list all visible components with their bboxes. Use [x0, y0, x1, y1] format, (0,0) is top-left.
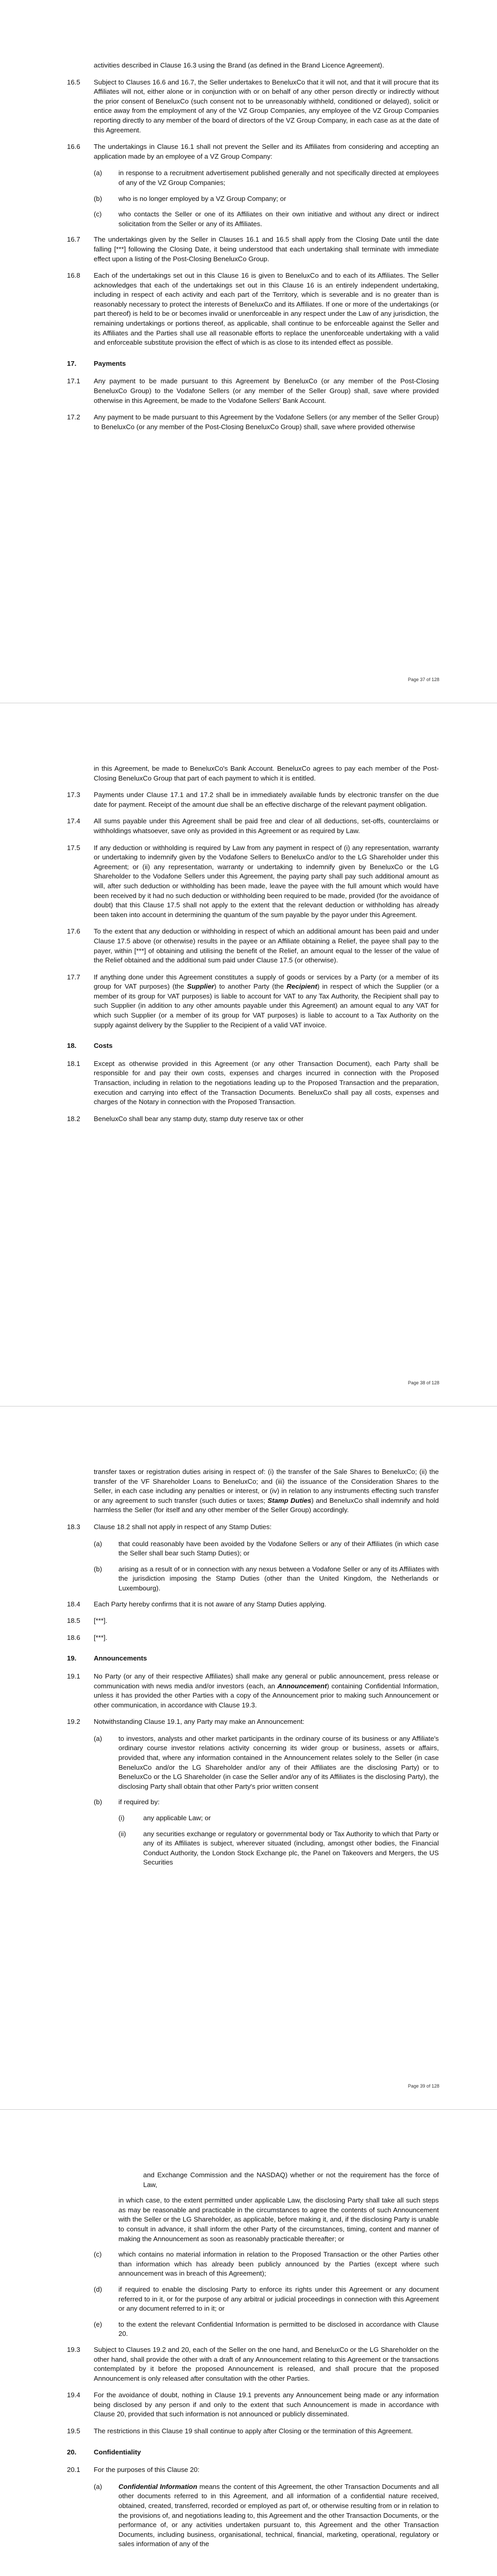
clause-18-6: 18.6 [***].: [67, 1633, 108, 1641]
clause-19-2-d: (d) if required to enable the disclosing Party to enforce its rights under this Agreement or any document referred to in it, or for the purpose of any arbitral or judicial proceedings in connection with this Agreement or any document referred to in it; or: [94, 2285, 439, 2313]
clause-18-2: 18.2 BeneluxCo shall bear any stamp duty, stamp duty reserve tax or other: [67, 1114, 304, 1123]
clause-19-4: 19.4 For the avoidance of doubt, nothing in Clause 19.1 prevents any Announcement being made or any information being disclosed by any person if and only to the extent that such Announcement is made in accordance with Clause 20, provided that such information is not announced or publicly disseminated.: [67, 2391, 439, 2418]
page-number: Page 37 of 128: [407, 677, 439, 682]
defined-term-confidential-information: Confidential Information: [118, 2482, 197, 2490]
clause-18-1: 18.1 Except as otherwise provided in this Agreement (or any other Transaction Document), each Party shall be responsible for and pay their own costs, expenses and charges incurred in connection with the Proposed Transaction, including in relation to the negotiations leading up to the Proposed Transaction and the preparation, execution and carrying into effect of the Transaction Documents. BeneluxCo shall pay all costs, expenses and charges of the Notary in connection with the Proposed Transaction.: [67, 1059, 439, 1106]
section-heading-announcements: 19. Announcements: [67, 1654, 147, 1663]
defined-term-recipient: Recipient: [286, 982, 317, 991]
section-heading-costs: 18. Costs: [67, 1042, 113, 1050]
clause-17-3: 17.3 Payments under Clause 17.1 and 17.2 shall be in immediately available funds by electronic transfer on the due date for payment. Receipt of the amount due shall be an effective discharge of the relevant payment obligation.: [67, 791, 439, 808]
clause-19-2-b-ii: (ii) any securities exchange or regulatory or governmental body or Tax Authority to which that Party or any of its Affiliates is subject, wherever situated (including, amongst other bodies, the Financial Conduct Authority, the London Stock Exchange plc, the Panel on Takeovers and Mergers, the US Securities: [118, 1829, 439, 1867]
clause-continuation: in which case, to the extent permitted under applicable Law, the disclosing Party shall take all such steps as may be reasonable and practicable in the circumstances to agree the contents of such Announcement with the Seller or the LG Shareholder, as applicable, before making it, and, if the disclosing Party is unable to consult in advance, it shall inform the other Party of the circumstances, timing, content and manner of making the Announcement as soon as reasonably practicable thereafter; or: [118, 2196, 439, 2243]
document-page-40: [0, 2110, 497, 2576]
clause-20-1-a: (a) Confidential Information means the content of this Agreement, the other Transaction Documents and all other documents referred to in this Agreement, and all information of a confidential nature received, obtained, created, transferred, recorded or employed as part of, or otherwise resulting from or in relation to the provisions of, and negotiations leading to, this Agreement and the other Transaction Documents, or the performance of, or any activities undertaken pursuant to, this Agreement and the other Transaction Documents, including business, organisational, technical, financial, marketing, operational, regulatory or sales information of any of the: [94, 2482, 439, 2548]
clause-20-1: 20.1 For the purposes of this Clause 20:: [67, 2466, 200, 2474]
clause-continuation: and Exchange Commission and the NASDAQ) whether or not the requirement has the force of Law,: [143, 2171, 439, 2189]
clause-continuation: in this Agreement, be made to BeneluxCo's Bank Account. BeneluxCo agrees to pay each member of the Post-Closing BeneluxCo Group that part of each payment to which it is entitled.: [94, 765, 439, 782]
page-content: [67, 61, 439, 439]
clause-18-3-a: (a) that could reasonably have been avoided by the Vodafone Sellers or any of their Affiliates (in which case the Seller shall bear such Stamp Duties); or: [94, 1539, 439, 1557]
clause-17-5: 17.5 If any deduction or withholding is required by Law from any payment in respect of (i) any representation, warranty or undertaking to indemnify given by the Vodafone Sellers to BeneluxCo and/or to the LG Shareholder under this Agreement; or (ii) any representation, warranty or undertaking to indemnify given by BeneluxCo or the LG Shareholder to the Vodafone Sellers under this Agreement, the paying party shall pay such additional amount as will, after such deduction or withholding has been made, leave the payee with the full amount which would have been received by it had no such deduction or withholding been required to be made, provided (for the avoidance of doubt) that this Clause 17.5 shall not apply to the extent that the relevant deduction or withholding has already been taken into account in determining the quantum of the sum payable by the payor under this Agreement.: [67, 843, 439, 919]
clause-16-8: 16.8 Each of the undertakings set out in this Clause 16 is given to BeneluxCo and to each of its Affiliates. The Seller acknowledges that each of the undertakings set out in this Clause 16 is an entirely independent undertaking, including in respect of each activity and each part of the Territory, which is severable and is no greater than is reasonably necessary to protect the interests of BeneluxCo and its Affiliates. If one or more of the undertakings (or part thereof) is held to be or becomes invalid or unenforceable in any respect under the Law of any jurisdiction, the remaining undertakings or portions thereof, as applicable, shall continue to be enforceable against the Seller and its Affiliates and the Parties shall use all reasonable efforts to replace the unenforceable undertaking with a valid and enforceable substitute provision the effect of which is as close to its intended effect as possible.: [67, 272, 439, 347]
page-number: Page 38 of 128: [407, 1380, 439, 1385]
clause-16-7: 16.7 The undertakings given by the Seller in Clauses 16.1 and 16.5 shall apply from the Closing Date until the date falling [***] following the Closing Date, it being understood that each undertaking shall terminate with immediate effect upon a listing of the Post-Closing BeneluxCo Group.: [67, 235, 439, 263]
clause-18-3-b: (b) arising as a result of or in connection with any nexus between a Vodafone Seller or any of its Affiliates with the jurisdiction imposing the Stamp Duties (other than the United Kingdom, the Netherlands or Luxembourg).: [94, 1565, 439, 1592]
page-content: [67, 764, 439, 1131]
document-page-38: [0, 703, 497, 1406]
clause-19-2: 19.2 Notwithstanding Clause 19.1, any Party may make an Announcement:: [67, 1718, 305, 1726]
clause-17-1: 17.1 Any payment to be made pursuant to this Agreement by BeneluxCo (or any member of the Post-Closing BeneluxCo Group) to the Vodafone Sellers (or any member of the Seller Group) shall, save where provided otherwise in this Agreement, be made to the Vodafone Sellers' Bank Account.: [67, 377, 439, 404]
defined-term-supplier: Supplier: [187, 982, 214, 991]
clause-19-3: 19.3 Subject to Clauses 19.2 and 20, each of the Seller on the one hand, and BeneluxCo or the LG Shareholder on the other hand, shall provide the other with a draft of any Announcement relating to this Agreement or the transactions contemplated by it before the proposed Announcement is released, and shall procure that the proposed Announcement is only released after consultation with the other Parties.: [67, 2345, 439, 2382]
document-page-39: [0, 1406, 497, 2110]
page-content: [67, 2171, 439, 2555]
clause-17-7: 17.7 If anything done under this Agreement constitutes a supply of goods or services by a Party (or a member of its group for VAT purposes) (the Supplier) to another Party (the Recipient) in respect of which the Supplier (or a member of its group for VAT purposes) is liable to account for VAT to any Tax Authority, the Recipient shall pay to such Supplier (in addition to any other amounts payable under this Agreement) an amount equal to any VAT for which such Supplier (or a member of its group for VAT purposes) is liable to account to a Tax Authority on the supply against delivery by the Supplier to the Recipient of a valid VAT invoice.: [67, 973, 439, 1029]
clause-17-6: 17.6 To the extent that any deduction or withholding in respect of which an additional amount has been paid and under Clause 17.5 above (or otherwise) results in the payee or an Affiliate obtaining a Relief, the payee shall pay to the payer, within [***] of obtaining and utilising the benefit of the Relief, an amount equal to the lesser of the value of the Relief obtained and the additional sum paid under Clause 17.5 (or otherwise).: [67, 927, 439, 964]
page-number: Page 39 of 128: [407, 2083, 439, 2089]
defined-term-stamp-duties: Stamp Duties: [267, 1496, 312, 1504]
clause-18-3: 18.3 Clause 18.2 shall not apply in respect of any Stamp Duties:: [67, 1522, 272, 1531]
clause-16-6: 16.6 The undertakings in Clause 16.1 shall not prevent the Seller and its Affiliates from considering and accepting an application made by an employee of a VZ Group Company:: [67, 143, 439, 160]
clause-16-6-c: (c) who contacts the Seller or one of its Affiliates on their own initiative and without any direct or indirect solicitation from the Seller or any of its Affiliates.: [94, 210, 439, 228]
page-content: [67, 1467, 439, 1874]
section-heading-confidentiality: 20. Confidentiality: [67, 2448, 141, 2456]
clause-19-2-c: (c) which contains no material information in relation to the Proposed Transaction or the other Parties other than information which has already been publicly announced by the Parties (except where such announcement was in breach of this Agreement);: [94, 2250, 439, 2278]
clause-continuation: transfer taxes or registration duties arising in respect of: (i) the transfer of the Sale Shares to BeneluxCo; (ii) the transfer of the VF Shareholder Loans to BeneluxCo; and (iii) the issuance of the Consideration Shares to the Seller, in each case including any penalties or interest, or (iv) in relation to any instruments effecting such transfer or any agreement to such transfer (such duties or taxes; Stamp Duties) and BeneluxCo shall indemnify and hold harmless the Seller (for itself and any other member of the Seller Group) accordingly.: [94, 1468, 439, 1514]
defined-term-announcement: Announcement: [277, 1682, 327, 1690]
document-page-37: [0, 0, 497, 703]
clause-continuation: activities described in Clause 16.3 using the Brand (as defined in the Brand Licence Agreement).: [94, 61, 384, 69]
clause-18-4: 18.4 Each Party hereby confirms that it is not aware of any Stamp Duties applying.: [67, 1600, 327, 1608]
section-heading-payments: 17. Payments: [67, 359, 126, 367]
clause-16-6-b: (b) who is no longer employed by a VZ Group Company; or: [94, 194, 286, 202]
clause-16-6-a: (a) in response to a recruitment advertisement published generally and not specifically directed at employees of any of the VZ Group Companies;: [94, 169, 439, 187]
clause-17-2: 17.2 Any payment to be made pursuant to this Agreement by the Vodafone Sellers (or any member of the Seller Group) to BeneluxCo (or any member of the Post-Closing BeneluxCo Group) shall, save where provided otherwise: [67, 413, 439, 431]
clause-19-5: 19.5 The restrictions in this Clause 19 shall continue to apply after Closing or the termination of this Agreement.: [67, 2427, 413, 2435]
clause-19-2-a: (a) to investors, analysts and other market participants in the ordinary course of its business or any Affiliate's ordinary course investor relations activity concerning its wider group or business, assets or affairs, provided that, where any information contained in the Announcement relates solely to the Seller (in case BeneluxCo and/or the LG Shareholder and/or any of their Affiliates are the disclosing Party) or to BeneluxCo or the LG Shareholder (in case the Seller and/or any of its Affiliates is the disclosing Party), the disclosing Party shall obtain that other Party's prior written consent: [94, 1734, 439, 1790]
clause-19-2-b-i: (i) any applicable Law; or: [118, 1814, 211, 1822]
clause-19-1: 19.1 No Party (or any of their respective Affiliates) shall make any general or public announcement, press release or communication with news media and/or investors (each, an Announcement) containing Confidential Information, unless it has provided the other Parties with a copy of the Announcement prior to making such Announcement or other communication, in accordance with Clause 19.3.: [67, 1672, 439, 1709]
clause-17-4: 17.4 All sums payable under this Agreement shall be paid free and clear of all deductions, set-offs, counterclaims or withholdings whatsoever, save only as provided in this Agreement or as required by Law.: [67, 817, 439, 835]
clause-16-5: 16.5 Subject to Clauses 16.6 and 16.7, the Seller undertakes to BeneluxCo that it will not, and that it will procure that its Affiliates will not, either alone or in conjunction with or on behalf of any other person directly or indirectly without the prior consent of BeneluxCo (such consent not to be unreasonably withheld, conditioned or delayed), solicit or entice away from the employment of any of the VZ Group Companies, any employee of the VZ Group Companies reporting directly to any member of the board of directors of the VZ Group Company, in each case as at the date of this Agreement.: [67, 78, 439, 134]
clause-19-2-e: (e) to the extent the relevant Confidential Information is permitted to be disclosed in accordance with Clause 20.: [94, 2320, 439, 2338]
clause-19-2-b: (b) if required by:: [94, 1798, 160, 1806]
clause-18-5: 18.5 [***].: [67, 1617, 108, 1625]
